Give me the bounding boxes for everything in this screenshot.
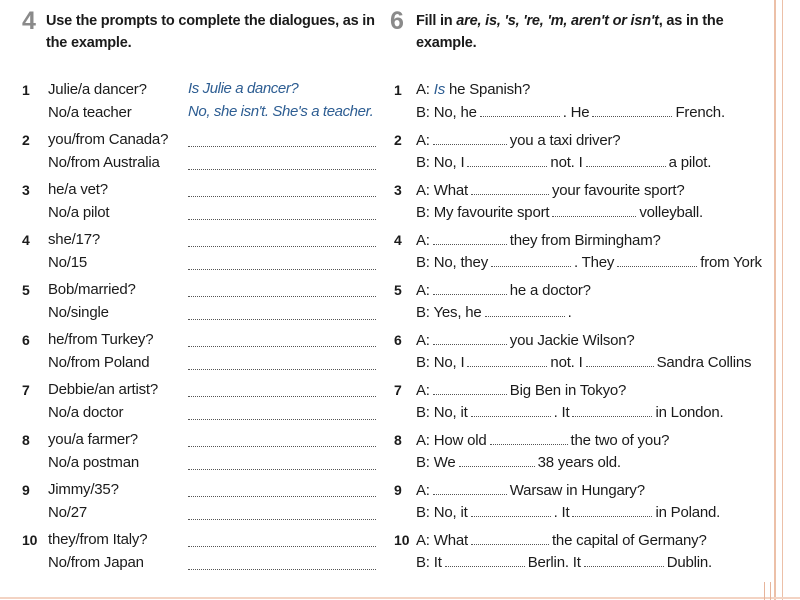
question-answer <box>188 80 376 100</box>
line-a-text: A: <box>416 232 430 249</box>
dialogue-line-a <box>416 230 661 251</box>
answer-prompt: No/from Australia <box>48 154 160 171</box>
line-a-text: A: <box>416 81 434 98</box>
dialogue-line-a <box>416 480 645 501</box>
line-b-text: . They <box>574 254 615 271</box>
line-b-text: . He <box>562 104 590 121</box>
example-answer: No, she isn't. She's a teacher. <box>188 103 374 120</box>
dialogue-line-b <box>416 252 762 273</box>
fill-in-blank[interactable] <box>467 152 547 167</box>
line-b-text: B: No, I <box>416 354 465 371</box>
answer-prompt: No/a postman <box>48 454 139 471</box>
item-number: 6 <box>394 332 402 348</box>
question-prompt: Debbie/an artist? <box>48 381 159 398</box>
item-number: 1 <box>394 82 402 98</box>
line-b-text: not. I <box>550 154 583 171</box>
line-a-text: A: <box>416 332 430 349</box>
item-number: 6 <box>22 332 30 348</box>
question-prompt: Julie/a dancer? <box>48 81 147 98</box>
page-corner-mark <box>770 582 771 600</box>
question-prompt: he/a vet? <box>48 181 108 198</box>
line-a-text: A: What <box>416 182 468 199</box>
fill-in-blank[interactable] <box>433 380 507 395</box>
fill-in-blank[interactable] <box>433 330 507 345</box>
fill-in-blank[interactable] <box>586 352 654 367</box>
line-b-text: . It <box>553 404 570 421</box>
item-number: 2 <box>394 132 402 148</box>
dialogue-line-b <box>416 152 711 173</box>
line-a-text: the capital of Germany? <box>551 532 707 549</box>
answer-prompt: No/a pilot <box>48 204 110 221</box>
dialogue-line-a <box>416 80 530 100</box>
question-answer-blank[interactable] <box>188 130 376 150</box>
dialogue-line-b <box>416 202 703 223</box>
line-b-text: a pilot. <box>668 154 712 171</box>
instructions-line: Fill in are, is, 's, 're, 'm, aren't or isn't, as in the <box>416 13 724 29</box>
line-a-text: he a doctor? <box>509 282 591 299</box>
dialogue-line-a <box>416 130 620 151</box>
reply-answer <box>188 103 376 123</box>
reply-answer-blank[interactable] <box>188 153 376 173</box>
instructions-line: Use the prompts to complete the dialogues, as in <box>46 13 375 29</box>
example-answer: Is Julie a dancer? <box>188 80 299 97</box>
answer-prompt: No/single <box>48 304 109 321</box>
answer-prompt: No/15 <box>48 254 88 271</box>
line-a-text: A: <box>416 282 430 299</box>
fill-in-blank[interactable] <box>433 280 507 295</box>
fill-in-blank[interactable] <box>471 502 551 517</box>
fill-in-blank[interactable] <box>445 552 525 567</box>
line-b-text: B: My favourite sport <box>416 204 550 221</box>
fill-in-blank[interactable] <box>617 252 697 267</box>
reply-answer-blank[interactable] <box>188 403 376 423</box>
question-answer-blank[interactable] <box>188 280 376 300</box>
line-b-text: B: No, he <box>416 104 477 121</box>
page-bottom-rule <box>0 597 800 599</box>
line-a-text: the two of you? <box>570 432 670 449</box>
line-a-text: you a taxi driver? <box>509 132 621 149</box>
exercise-instructions <box>46 7 375 54</box>
dialogue-line-a <box>416 380 626 401</box>
fill-in-blank[interactable] <box>459 452 535 467</box>
dialogue-line-a <box>416 180 685 201</box>
item-number: 10 <box>22 532 38 548</box>
line-a-text: he Spanish? <box>445 81 531 98</box>
line-a-text: A: How old <box>416 432 487 449</box>
exercise-number: 4 <box>22 7 36 35</box>
line-b-text: Dublin. <box>666 554 713 571</box>
line-b-text: in Poland. <box>655 504 721 521</box>
fill-in-blank[interactable] <box>433 480 507 495</box>
line-b-text: volleyball. <box>639 204 704 221</box>
question-prompt: he/from Turkey? <box>48 331 154 348</box>
line-b-text: French. <box>675 104 725 121</box>
line-b-text: Sandra Collins <box>656 354 752 371</box>
line-b-text: Berlin. It <box>527 554 581 571</box>
answer-prompt: No/from Poland <box>48 354 150 371</box>
question-answer-blank[interactable] <box>188 230 376 250</box>
fill-in-blank[interactable] <box>433 230 507 245</box>
instructions-line: example. <box>416 35 477 51</box>
line-b-text: B: No, it <box>416 504 468 521</box>
item-number: 9 <box>22 482 30 498</box>
answer-prompt: No/27 <box>48 504 88 521</box>
line-b-text: B: Yes, he <box>416 304 482 321</box>
reply-answer-blank[interactable] <box>188 353 376 373</box>
fill-in-blank[interactable] <box>552 202 636 217</box>
item-number: 4 <box>22 232 30 248</box>
line-a-text: you Jackie Wilson? <box>509 332 635 349</box>
reply-answer-blank[interactable] <box>188 553 376 573</box>
reply-answer-blank[interactable] <box>188 503 376 523</box>
dialogue-line-b <box>416 402 724 423</box>
fill-in-blank[interactable] <box>471 530 549 545</box>
item-number: 7 <box>22 382 30 398</box>
instructions-line: the example. <box>46 35 132 51</box>
fill-in-blank[interactable] <box>471 402 551 417</box>
question-prompt: Jimmy/35? <box>48 481 119 498</box>
dialogue-line-a <box>416 530 707 551</box>
page-corner-mark <box>764 582 765 600</box>
line-b-text: . It <box>553 504 570 521</box>
question-prompt: they/from Italy? <box>48 531 148 548</box>
line-a-text: A: <box>416 382 430 399</box>
question-answer-blank[interactable] <box>188 480 376 500</box>
item-number: 3 <box>22 182 30 198</box>
item-number: 4 <box>394 232 402 248</box>
dialogue-line-b <box>416 352 751 373</box>
line-a-text: your favourite sport? <box>551 182 685 199</box>
fill-in-blank[interactable] <box>491 252 571 267</box>
line-a-text: Warsaw in Hungary? <box>509 482 645 499</box>
reply-answer-blank[interactable] <box>188 303 376 323</box>
fill-in-blank[interactable] <box>572 402 652 417</box>
item-number: 9 <box>394 482 402 498</box>
item-number: 7 <box>394 382 402 398</box>
question-prompt: you/from Canada? <box>48 131 169 148</box>
page-border-rule <box>774 0 776 600</box>
exercise-number: 6 <box>390 7 404 35</box>
question-answer-blank[interactable] <box>188 430 376 450</box>
dialogue-line-a <box>416 330 635 351</box>
line-b-text: from York <box>700 254 762 271</box>
line-a-text: A: <box>416 132 430 149</box>
fill-in-blank[interactable] <box>467 352 547 367</box>
fill-in-blank[interactable] <box>586 152 666 167</box>
question-prompt: you/a farmer? <box>48 431 138 448</box>
item-number: 2 <box>22 132 30 148</box>
line-a-text: they from Birmingham? <box>509 232 661 249</box>
question-prompt: Bob/married? <box>48 281 136 298</box>
dialogue-line-a <box>416 280 591 301</box>
line-b-text: 38 years old. <box>537 454 621 471</box>
reply-answer-blank[interactable] <box>188 203 376 223</box>
line-b-text: B: No, they <box>416 254 489 271</box>
answer-prompt: No/a doctor <box>48 404 124 421</box>
dialogue-line-b <box>416 552 712 573</box>
line-a-text: A: <box>416 482 430 499</box>
exercise-4-heading <box>22 7 375 54</box>
fill-in-blank[interactable] <box>471 180 549 195</box>
dialogue-line-b <box>416 452 621 473</box>
question-answer-blank[interactable] <box>188 330 376 350</box>
question-prompt: she/17? <box>48 231 100 248</box>
question-answer-blank[interactable] <box>188 180 376 200</box>
fill-in-blank[interactable] <box>490 430 568 445</box>
line-b-text: B: No, I <box>416 154 465 171</box>
exercise-instructions <box>416 7 723 54</box>
dialogue-line-a <box>416 430 669 451</box>
fill-in-blank[interactable] <box>592 102 672 117</box>
item-number: 5 <box>22 282 30 298</box>
line-b-text: B: No, it <box>416 404 468 421</box>
line-b-text: B: We <box>416 454 456 471</box>
question-answer-blank[interactable] <box>188 530 376 550</box>
line-a-text: A: What <box>416 532 468 549</box>
page-border-rule <box>782 0 783 600</box>
line-a-text: Big Ben in Tokyo? <box>509 382 627 399</box>
fill-in-blank[interactable] <box>480 102 560 117</box>
question-answer-blank[interactable] <box>188 380 376 400</box>
answer-prompt: No/from Japan <box>48 554 144 571</box>
line-b-text: B: It <box>416 554 442 571</box>
dialogue-line-b <box>416 302 572 323</box>
item-number: 3 <box>394 182 402 198</box>
reply-answer-blank[interactable] <box>188 253 376 273</box>
fill-in-blank[interactable] <box>485 302 565 317</box>
item-number: 5 <box>394 282 402 298</box>
dialogue-line-b <box>416 502 720 523</box>
line-b-text: in London. <box>655 404 724 421</box>
example-answer: Is <box>433 81 446 98</box>
item-number: 8 <box>22 432 30 448</box>
dialogue-line-b <box>416 102 725 123</box>
fill-in-blank[interactable] <box>572 502 652 517</box>
line-b-text: not. I <box>550 354 583 371</box>
item-number: 1 <box>22 82 30 98</box>
item-number: 10 <box>394 532 410 548</box>
fill-in-blank[interactable] <box>584 552 664 567</box>
line-b-text: . <box>567 304 572 321</box>
answer-prompt: No/a teacher <box>48 104 132 121</box>
item-number: 8 <box>394 432 402 448</box>
exercise-6-heading <box>390 7 723 54</box>
reply-answer-blank[interactable] <box>188 453 376 473</box>
fill-in-blank[interactable] <box>433 130 507 145</box>
